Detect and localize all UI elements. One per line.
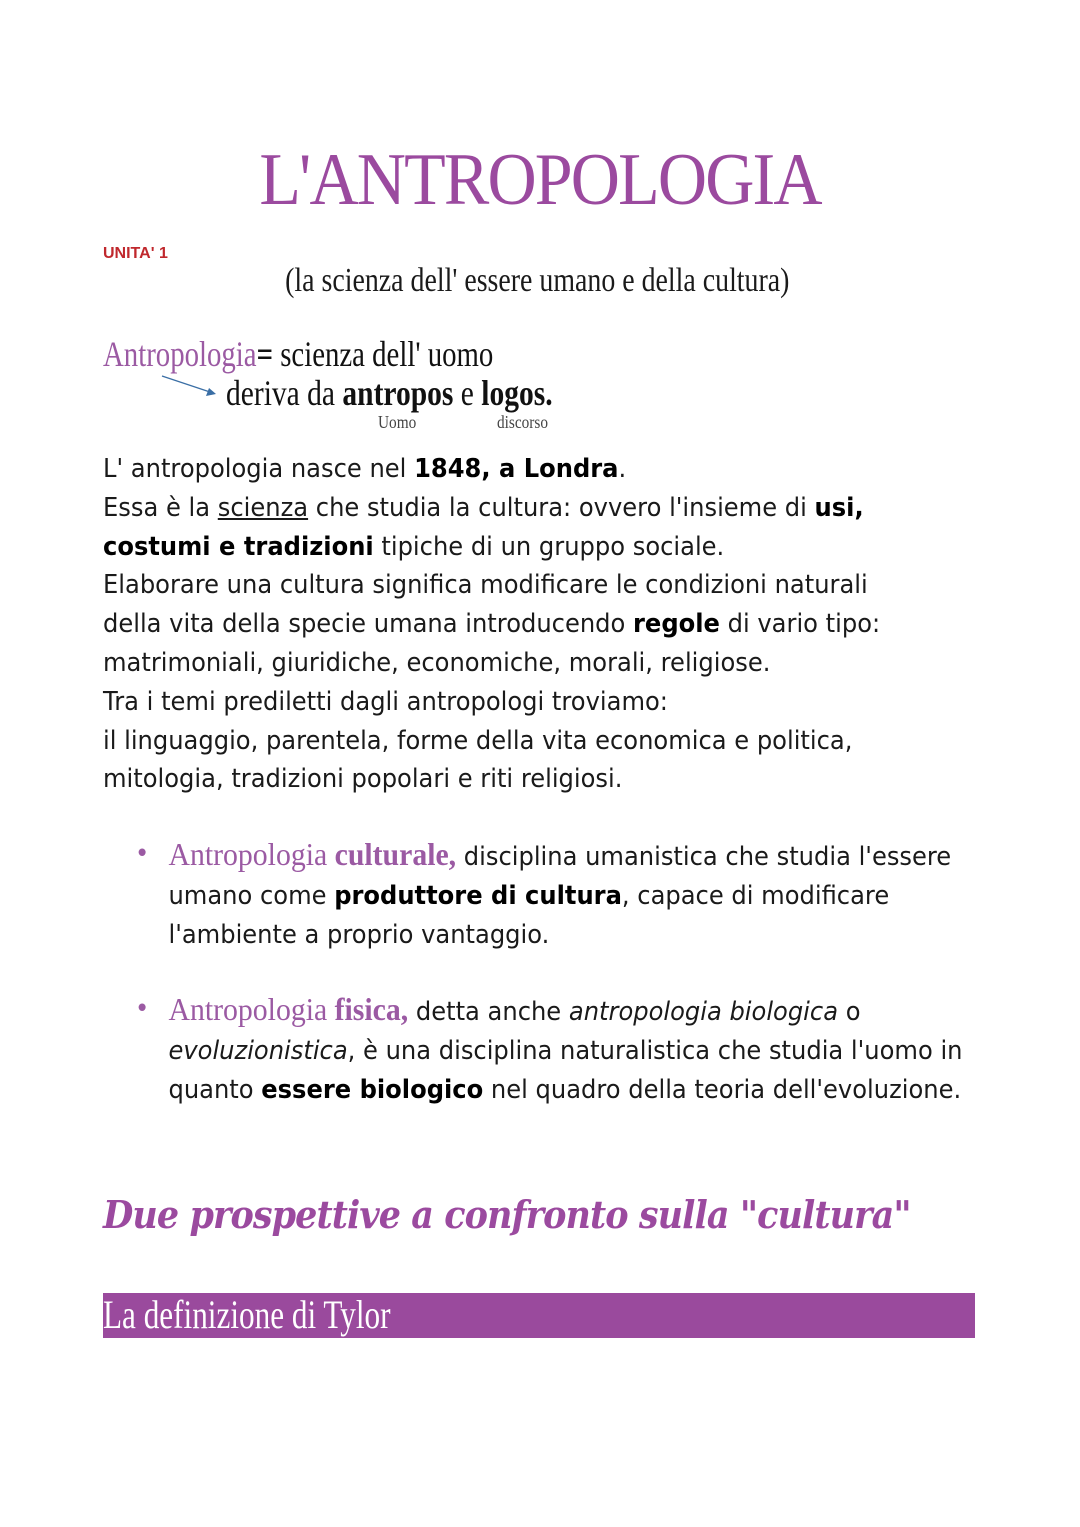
etymology-prefix: deriva da (226, 373, 343, 413)
definition-term: Antropologia (103, 334, 257, 374)
text: L' antropologia nasce nel (103, 454, 415, 484)
intro-paragraph (103, 450, 921, 799)
lead-bold: fisica, (334, 991, 409, 1027)
section-band (103, 1293, 975, 1338)
gloss-uomo: Uomo (378, 412, 417, 432)
text: che studia la cultura: ovvero l'insieme di (308, 492, 815, 523)
bold-text: essere biologico (261, 1074, 484, 1105)
list-item-fisica (135, 990, 972, 1109)
bold-text: produttore di cultura (334, 880, 622, 911)
bullet-icon: • (135, 839, 150, 869)
etymology-word-antropos: antropos (342, 373, 454, 413)
page-subtitle: (la scienza dell' essere umano e della cultura) (285, 262, 790, 299)
equals-sign: = (256, 334, 273, 374)
text: , capace di modificare l'ambiente a proprio vantaggio. (168, 880, 890, 950)
section-heading: Due prospettive a confronto sulla "cultura" (103, 1192, 911, 1237)
lead-bold: culturale, (334, 836, 457, 872)
lead-text: Antropologia (168, 991, 335, 1027)
text: disciplina umanistica che studia l'essere umano come (168, 842, 952, 911)
bullet-icon: • (135, 994, 150, 1024)
etymology-word-logos: logos. (481, 373, 553, 413)
text: detta anche (408, 997, 569, 1027)
bullet-lead (168, 991, 408, 1027)
definition-meaning: scienza dell' uomo (273, 334, 494, 374)
arrow-icon (160, 372, 220, 402)
text: il linguaggio, parentela, forme della vita economica e politica, mitologia, tradizioni popolari e riti religiosi. (103, 725, 853, 795)
italic-text: evoluzionistica (168, 1035, 348, 1066)
text: Essa è la (103, 492, 218, 523)
text: o (838, 997, 861, 1027)
bold-text: usi, costumi e tradizioni (103, 492, 864, 562)
text: di vario tipo: matrimoniali, giuridiche, economiche, morali, religiose. (103, 609, 881, 678)
etymology-line (226, 372, 553, 414)
gloss-discorso: discorso (497, 412, 548, 432)
text: , è una disciplina naturalistica che studia l'uomo in quanto (168, 1035, 963, 1105)
bullet-lead (168, 836, 456, 872)
italic-text: antropologia biologica (568, 997, 839, 1027)
etymology-connector: e (453, 373, 482, 413)
text: . (618, 454, 627, 484)
band-heading: La definizione di Tylor (103, 1292, 391, 1337)
list-item-culturale (135, 835, 972, 954)
text: tipiche di un gruppo sociale. (373, 531, 725, 562)
unit-label: UNITA' 1 (103, 245, 168, 262)
underlined-text: scienza (217, 492, 309, 523)
text: Tra i temi prediletti dagli antropologi troviamo: (103, 686, 668, 717)
bold-text: 1848, a Londra (414, 454, 619, 484)
page-title: L'ANTROPOLOGIA (259, 139, 821, 221)
text: nel quadro della teoria dell'evoluzione. (483, 1074, 962, 1105)
definition-line (103, 333, 493, 375)
bold-text: regole (632, 609, 720, 640)
lead-text: Antropologia (168, 836, 335, 872)
text: Elaborare una cultura significa modificare le condizioni naturali della vita della specie umana introducendo (103, 570, 868, 640)
